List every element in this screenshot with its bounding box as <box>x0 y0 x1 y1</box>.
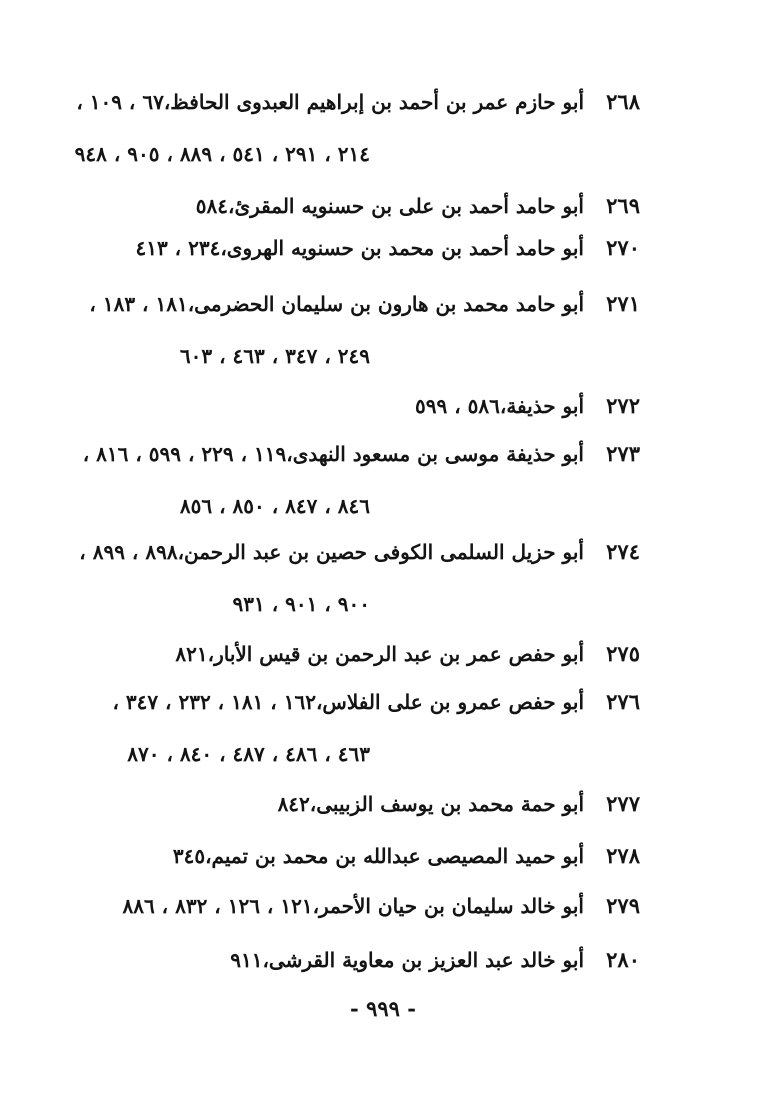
index-entry <box>60 526 640 630</box>
entry-number: ٢٧٣ <box>606 441 640 466</box>
index-entry <box>60 428 640 532</box>
entry-number: ٢٧٦ <box>606 689 640 714</box>
index-entry <box>60 934 640 986</box>
entry-text: ٢١٤ ، ٢٩١ ، ٥٤١ ، ٨٨٩ ، ٩٠٥ ، ٩٤٨ <box>74 142 370 166</box>
entry-line <box>60 628 640 680</box>
entry-text: أبو حامد أحمد بن على بن حسنويه المقرئ،٥٨٤ <box>195 194 584 218</box>
entry-text: أبو حازم عمر بن أحمد بن إبراهيم العبدوى الحافظ،٦٧ ، ١٠٩ ، <box>76 90 584 114</box>
entry-number: ٢٧٢ <box>606 393 640 418</box>
entry-text: أبو حزيل السلمى الكوفى حصين بن عبد الرحمن،٨٩٨ ، ٨٩٩ ، <box>79 540 584 564</box>
entry-number: ٢٧٨ <box>606 843 640 868</box>
entry-text: أبو خالد عبد العزيز بن معاوية القرشى،٩١١ <box>230 948 584 972</box>
entry-text: أبو حفص عمرو بن على الفلاس،١٦٢ ، ١٨١ ، ٢٣٢ ، ٣٤٧ ، <box>112 690 584 714</box>
entry-text: أبو حامد محمد بن هارون بن سليمان الحضرمى،١٨١ ، ١٨٣ ، <box>89 292 584 316</box>
index-entry <box>60 830 640 882</box>
entry-continuation-line <box>60 128 640 180</box>
entry-number: ٢٧٤ <box>606 539 640 564</box>
entry-number: ٢٧٠ <box>606 235 640 260</box>
entry-text: أبو حمة محمد بن يوسف الزبيبى،٨٤٢ <box>277 792 584 816</box>
entry-line <box>60 278 640 330</box>
entry-number: ٢٨٠ <box>606 947 640 972</box>
entry-text: أبو حذيفة،٥٨٦ ، ٥٩٩ <box>415 394 584 418</box>
index-entry <box>60 628 640 680</box>
entry-text: أبو حامد أحمد بن محمد بن حسنويه الهروى،٢٣٤ ، ٤١٣ <box>135 236 584 260</box>
entry-continuation-line <box>60 330 640 382</box>
entry-text: ٨٤٦ ، ٨٤٧ ، ٨٥٠ ، ٨٥٦ <box>179 494 370 518</box>
entry-text: ٢٤٩ ، ٣٤٧ ، ٤٦٣ ، ٦٠٣ <box>179 344 370 368</box>
entry-line <box>60 880 640 932</box>
index-entry <box>60 222 640 274</box>
entry-text: أبو خالد سليمان بن حيان الأحمر،١٢١ ، ١٢٦ ، ٨٣٢ ، ٨٨٦ <box>122 894 584 918</box>
index-entry <box>60 880 640 932</box>
index-entry <box>60 380 640 432</box>
entry-number: ٢٧١ <box>606 291 640 316</box>
entry-number: ٢٦٩ <box>606 193 640 218</box>
entry-text: ٩٠٠ ، ٩٠١ ، ٩٣١ <box>232 592 370 616</box>
entry-continuation-line <box>60 728 640 780</box>
index-entry <box>60 676 640 780</box>
entry-line <box>60 676 640 728</box>
entry-continuation-line <box>60 480 640 532</box>
entry-text: أبو حفص عمر بن عبد الرحمن بن قيس الأبار،٨٢١ <box>175 642 584 666</box>
entry-number: ٢٧٥ <box>606 641 640 666</box>
entry-line <box>60 222 640 274</box>
entry-line <box>60 526 640 578</box>
entry-line <box>60 778 640 830</box>
entry-text: أبو حميد المصيصى عبدالله بن محمد بن تميم،٣٤٥ <box>172 844 584 868</box>
entry-number: ٢٧٩ <box>606 893 640 918</box>
page-number: - ٩٩٩ - <box>350 996 416 1021</box>
entry-number: ٢٦٨ <box>606 89 640 114</box>
index-entry <box>60 778 640 830</box>
entry-line <box>60 830 640 882</box>
entry-line <box>60 380 640 432</box>
entry-line <box>60 76 640 128</box>
entry-continuation-line <box>60 578 640 630</box>
entry-number: ٢٧٧ <box>606 791 640 816</box>
index-entry <box>60 278 640 382</box>
entry-line <box>60 934 640 986</box>
entry-line <box>60 428 640 480</box>
entry-text: ٤٦٣ ، ٤٨٦ ، ٤٨٧ ، ٨٤٠ ، ٨٧٠ <box>127 742 370 766</box>
entry-text: أبو حذيفة موسى بن مسعود النهدى،١١٩ ، ٢٢٩ ، ٥٩٩ ، ٨١٦ ، <box>82 442 584 466</box>
index-entry <box>60 76 640 180</box>
